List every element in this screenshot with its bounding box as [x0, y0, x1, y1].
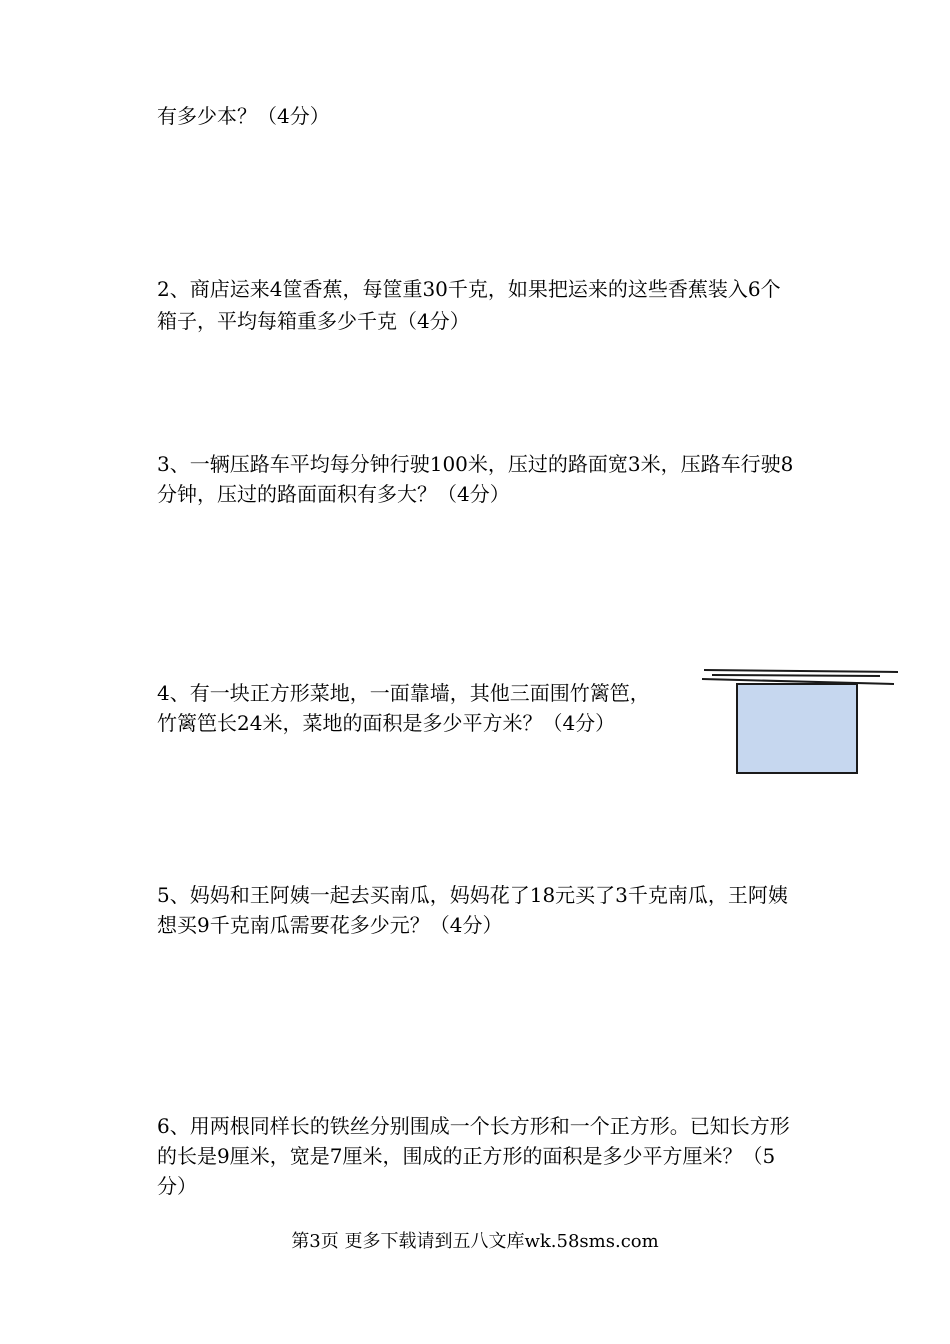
problem-5-line-2: 想买9千克南瓜需要花多少元？（4分）: [157, 913, 503, 937]
problem-3-line-1: 3、一辆压路车平均每分钟行驶100米，压过的路面宽3米，压路车行驶8: [157, 452, 794, 476]
wall-line-2: [712, 675, 880, 676]
wall-line-1: [704, 670, 898, 672]
problem-1-line-1: 有多少本？（4分）: [157, 104, 330, 128]
problem-3-line-2: 分钟，压过的路面面积有多大？（4分）: [157, 482, 510, 506]
problem-2-line-1: 2、商店运来4筐香蕉，每筐重30千克，如果把运来的这些香蕉装入6个: [157, 277, 781, 301]
problem-4-line-2: 竹篱笆长24米，菜地的面积是多少平方米？（4分）: [157, 711, 616, 735]
problem-6-line-1: 6、用两根同样长的铁丝分别围成一个长方形和一个正方形。已知长方形: [157, 1114, 790, 1138]
page-footer: 第3页 更多下载请到五八文库wk.58sms.com: [291, 1231, 659, 1252]
square-plot: [737, 684, 857, 773]
problem-5-line-1: 5、妈妈和王阿姨一起去买南瓜，妈妈花了18元买了3千克南瓜，王阿姨: [157, 883, 788, 907]
problem-4-line-1: 4、有一块正方形菜地，一面靠墙，其他三面围竹篱笆，: [157, 681, 650, 705]
problem-6-line-3: 分）: [157, 1174, 197, 1198]
problem-6-line-2: 的长是9厘米，宽是7厘米，围成的正方形的面积是多少平方厘米？（5: [157, 1144, 776, 1168]
vegetable-plot-diagram: [700, 664, 900, 779]
problem-2-line-2: 箱子，平均每箱重多少千克（4分）: [157, 309, 470, 333]
